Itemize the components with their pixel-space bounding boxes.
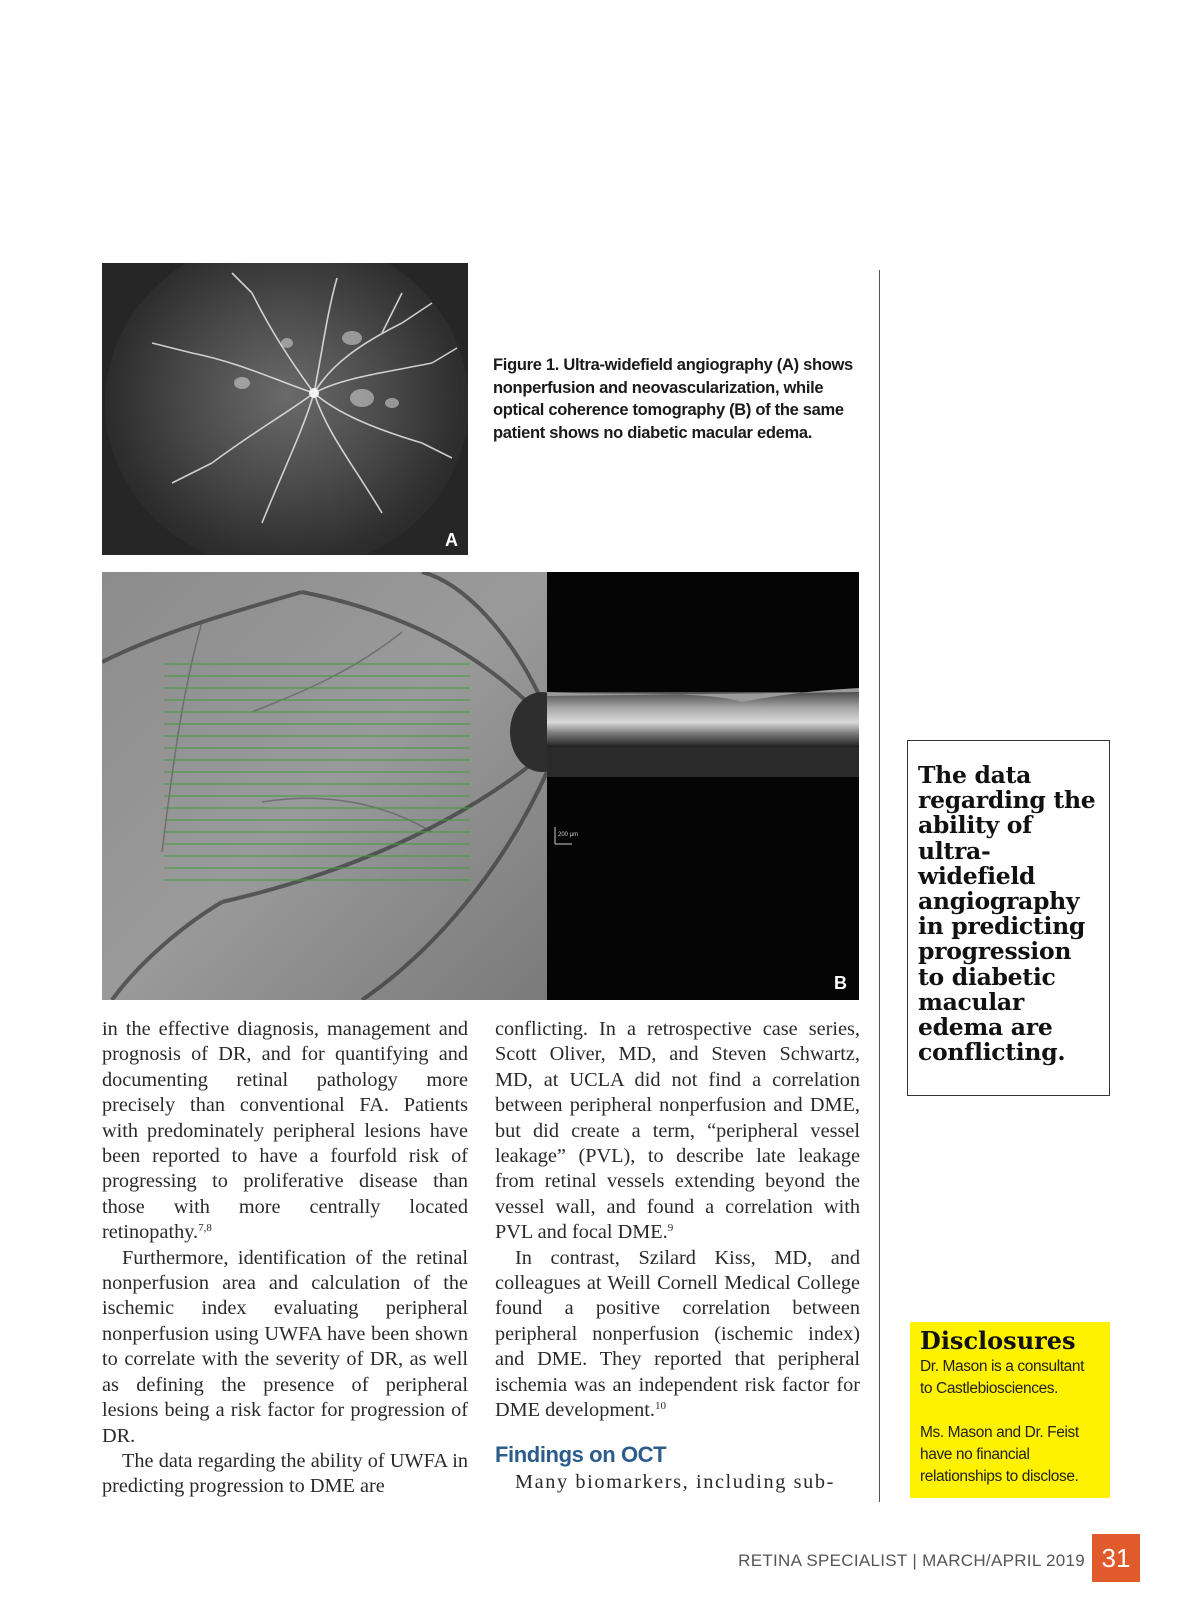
footer-separator: | bbox=[912, 1551, 918, 1570]
figure-caption: Figure 1. Ultra-widefield angiography (A) shows nonperfusion and neovascularization, while optical coherence tomography (B) of the same patient shows no diabetic macular edema. bbox=[493, 356, 853, 442]
pull-quote-box bbox=[907, 740, 1110, 1096]
issue-date: MARCH/APRIL 2019 bbox=[922, 1551, 1085, 1570]
col2-p2-text: In contrast, Szilard Kiss, MD, and colleagues at Weill Cornell Medical College found a positive correlation between peripheral nonperfusion (ischemic index) and DME. They reported that peripheral ischemia was an independent risk factor for DME development. bbox=[495, 1246, 860, 1422]
body-column-1 bbox=[102, 1017, 468, 1500]
col2-paragraph-3: Many biomarkers, including sub- bbox=[515, 1470, 835, 1493]
column-divider bbox=[879, 270, 880, 1502]
page-footer bbox=[700, 1549, 1085, 1573]
col1-paragraph-3: The data regarding the ability of UWFA in predicting progression to DME are bbox=[102, 1449, 468, 1498]
oct-image bbox=[102, 572, 859, 1000]
citation-7-8: 7,8 bbox=[198, 1222, 212, 1235]
disclosure-line-1: Dr. Mason is a consultant to Castlebiosciences. bbox=[920, 1358, 1085, 1397]
citation-9: 9 bbox=[667, 1222, 674, 1235]
col1-paragraph-2: Furthermore, identification of the retinal nonperfusion area and calculation of the ischemic index evaluating peripheral nonperfusion using UWFA have been shown to correlate with the severity of DR, as well as defining the presence of peripheral lesions being a risk factor for progression of DR. bbox=[102, 1246, 468, 1447]
section-heading-findings-on-oct: Findings on OCT bbox=[495, 1441, 667, 1467]
disclosures-title: Disclosures bbox=[920, 1326, 1076, 1355]
col1-paragraph-1 bbox=[102, 1017, 468, 1246]
figure-a-angiogram bbox=[102, 263, 468, 555]
publication-name: RETINA SPECIALIST bbox=[738, 1551, 908, 1570]
col1-p1-text: in the effective diagnosis, management and prognosis of DR, and for quantifying and documenting retinal pathology more precisely than conventional FA. Patients with predominately peripheral lesions have been reported to have a fourfold risk of progressing to proliferative disease than those with more centrally located retinopathy. bbox=[102, 1018, 468, 1244]
col2-p1-text: conflicting. In a retrospective case series, Scott Oliver, MD, and Steven Schwartz, MD, at UCLA did not find a correlation between peripheral nonperfusion and DME, but did create a term, “peripheral vessel leakage” (PVL), to describe late leakage from retinal vessels extending beyond the vessel wall, and found a correlation with PVL and focal DME. bbox=[495, 1018, 860, 1244]
page-number: 31 bbox=[1092, 1534, 1140, 1582]
figure-b-oct bbox=[102, 572, 859, 1000]
pull-quote-text: The data regarding the ability of ultra-widefield angiography in predicting progression to diabetic macular edema are conflicting. bbox=[918, 761, 1096, 1067]
col2-paragraph-1 bbox=[495, 1017, 860, 1246]
figure-b-label: B bbox=[834, 973, 847, 993]
figure-a-label: A bbox=[445, 530, 458, 550]
col2-paragraph-2 bbox=[495, 1246, 860, 1424]
angiogram-image bbox=[102, 263, 468, 555]
disclosure-line-2: Ms. Mason and Dr. Feist have no financial relationships to disclose. bbox=[920, 1424, 1079, 1485]
citation-10: 10 bbox=[654, 1400, 666, 1413]
body-column-2 bbox=[495, 1017, 860, 1495]
oct-scale-text: 200 µm bbox=[558, 832, 579, 838]
disclosures-box bbox=[910, 1322, 1110, 1498]
